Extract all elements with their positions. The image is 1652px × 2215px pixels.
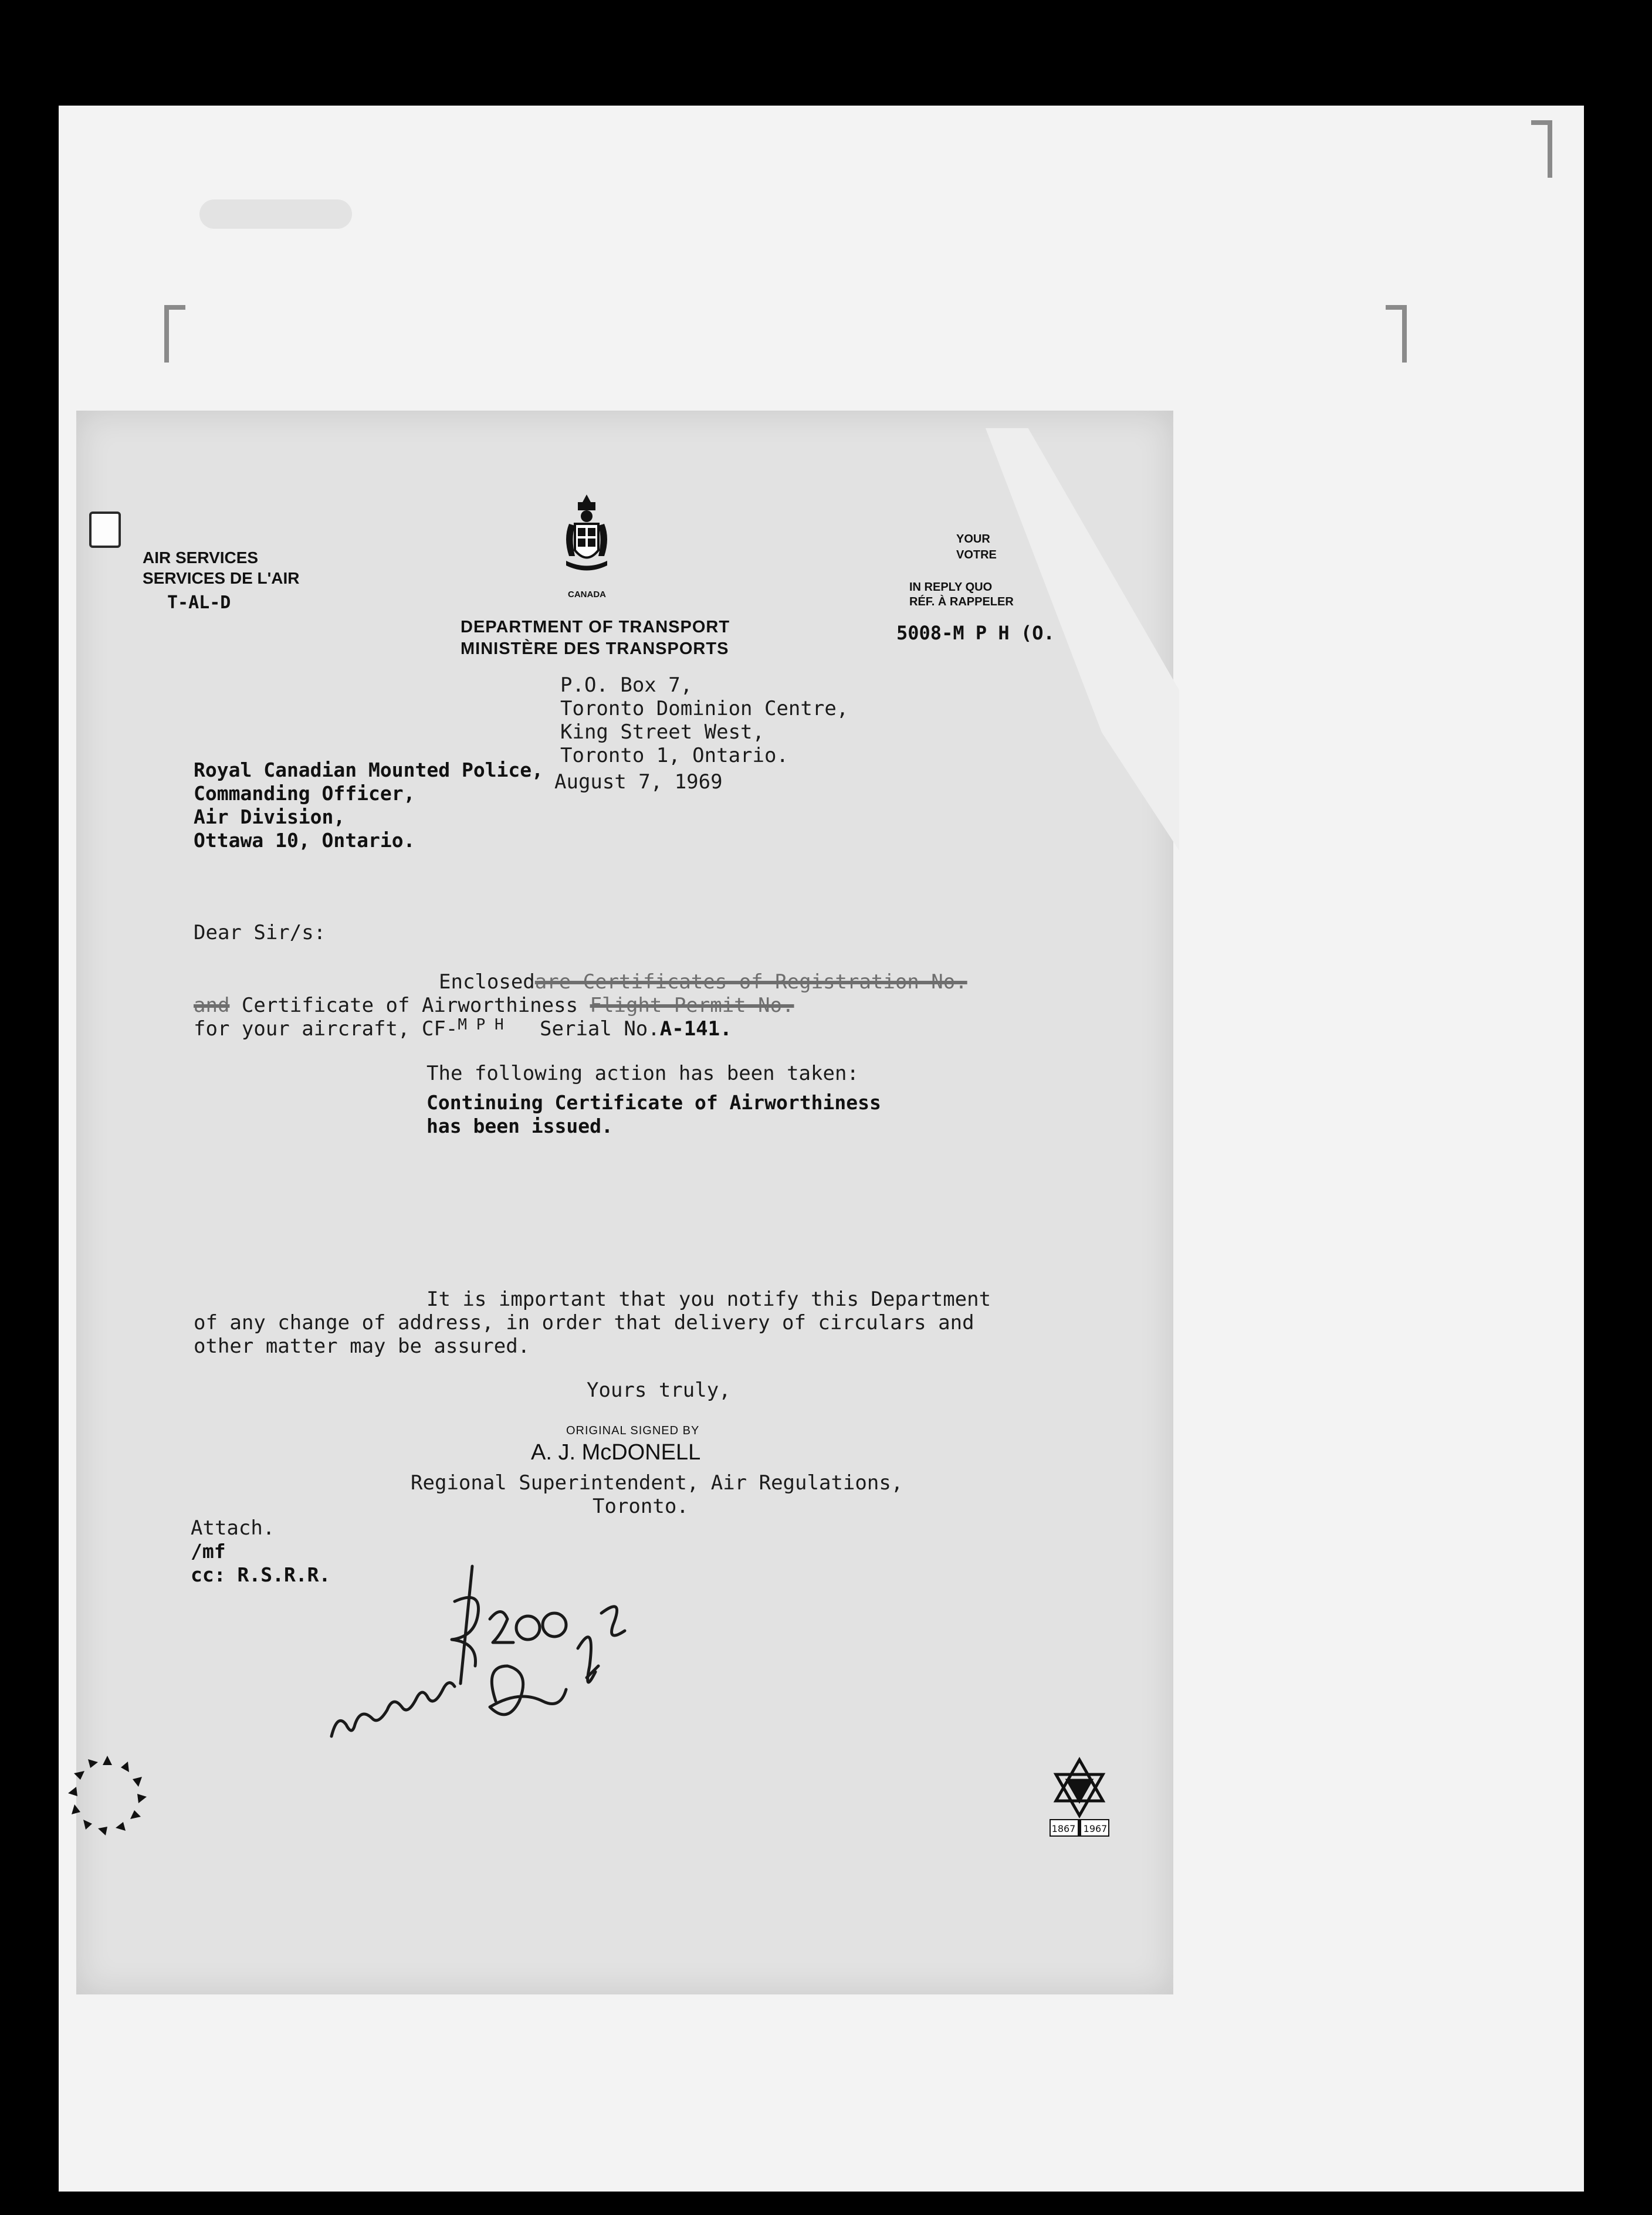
signer-title: Regional Superintendent, Air Regulations, [411, 1471, 903, 1495]
address-line: P.O. Box 7, [560, 673, 693, 697]
notify-line-1: It is important that you notify this Department [426, 1288, 991, 1311]
recipient-line: Royal Canadian Mounted Police, [194, 758, 544, 781]
handwritten-refund-note [320, 1549, 730, 1748]
org-name-en: AIR SERVICES [143, 548, 259, 567]
carbon-copy: cc: R.S.R.R. [191, 1563, 331, 1586]
aircraft-label: for your aircraft, CF- [194, 1017, 458, 1041]
sender-address [560, 673, 848, 767]
recipient-address [194, 758, 543, 852]
address-line: Toronto 1, Ontario. [560, 744, 788, 767]
centennial-year-right: 1967 [1083, 1823, 1108, 1834]
notify-line-3: other matter may be assured. [194, 1335, 530, 1358]
aircraft-line [194, 1017, 732, 1041]
certificate-line [194, 994, 794, 1017]
department-en: DEPARTMENT OF TRANSPORT [461, 618, 730, 636]
perforated-seal-icon [63, 1751, 151, 1839]
struck-permit-text: Flight Permit No. [590, 994, 794, 1017]
serial-label: Serial No. [540, 1017, 660, 1041]
struck-registration-text: are Certificates of Registration No. [534, 970, 967, 994]
corner-mark-top-right [1386, 305, 1407, 363]
department-fr: MINISTÈRE DES TRANSPORTS [461, 639, 729, 658]
centennial-year-left: 1867 [1051, 1823, 1076, 1834]
recipient-line: Commanding Officer, [194, 782, 415, 805]
typist-initials: /mf [191, 1540, 226, 1563]
enclosed-label: Enclosed [439, 970, 535, 994]
file-code: T-AL-D [167, 592, 231, 613]
corner-mark-edge [1531, 120, 1552, 178]
address-line: Toronto Dominion Centre, [560, 697, 849, 720]
letter-date: August 7, 1969 [554, 770, 723, 794]
signer-name: A. J. McDONELL [531, 1440, 701, 1465]
canada-coat-of-arms-icon [554, 492, 619, 591]
aircraft-registration: M P H [458, 1016, 504, 1034]
crest-caption: CANADA [568, 590, 606, 600]
certificate-type: Certificate of Airworthiness [241, 994, 578, 1017]
action-label: The following action has been taken: [426, 1062, 859, 1085]
action-line-1: Continuing Certificate of Airworthiness [426, 1091, 881, 1114]
serial-value: A-141. [659, 1017, 732, 1041]
address-line: King Street West, [560, 720, 764, 744]
reply-label-fr: RÉF. À RAPPELER [909, 595, 1014, 608]
original-signed-label: ORIGINAL SIGNED BY [566, 1424, 700, 1437]
reply-label-en: IN REPLY QUO [909, 581, 993, 594]
enclosed-line [439, 970, 967, 994]
recipient-line: Ottawa 10, Ontario. [194, 829, 415, 852]
corner-mark-top-left [164, 305, 185, 363]
signer-city: Toronto. [593, 1495, 689, 1518]
action-line-2: has been issued. [426, 1115, 613, 1137]
recipient-line: Air Division, [194, 805, 346, 828]
corner-tab [89, 512, 121, 548]
attachment-note: Attach. [191, 1516, 275, 1540]
struck-prefix: and [194, 994, 230, 1017]
org-name-fr: SERVICES DE L'AIR [143, 569, 300, 587]
reply-reference: 5008-M P H (O. [896, 622, 1055, 644]
salutation: Dear Sir/s: [194, 921, 326, 944]
your-file-fr: VOTRE [956, 548, 997, 561]
mount-smudge [199, 199, 352, 229]
closing-phrase: Yours truly, [587, 1379, 731, 1402]
notify-line-2: of any change of address, in order that delivery of circulars and [194, 1311, 974, 1335]
your-file-en: YOUR [956, 533, 990, 546]
centennial-symbol-icon [1044, 1754, 1115, 1842]
